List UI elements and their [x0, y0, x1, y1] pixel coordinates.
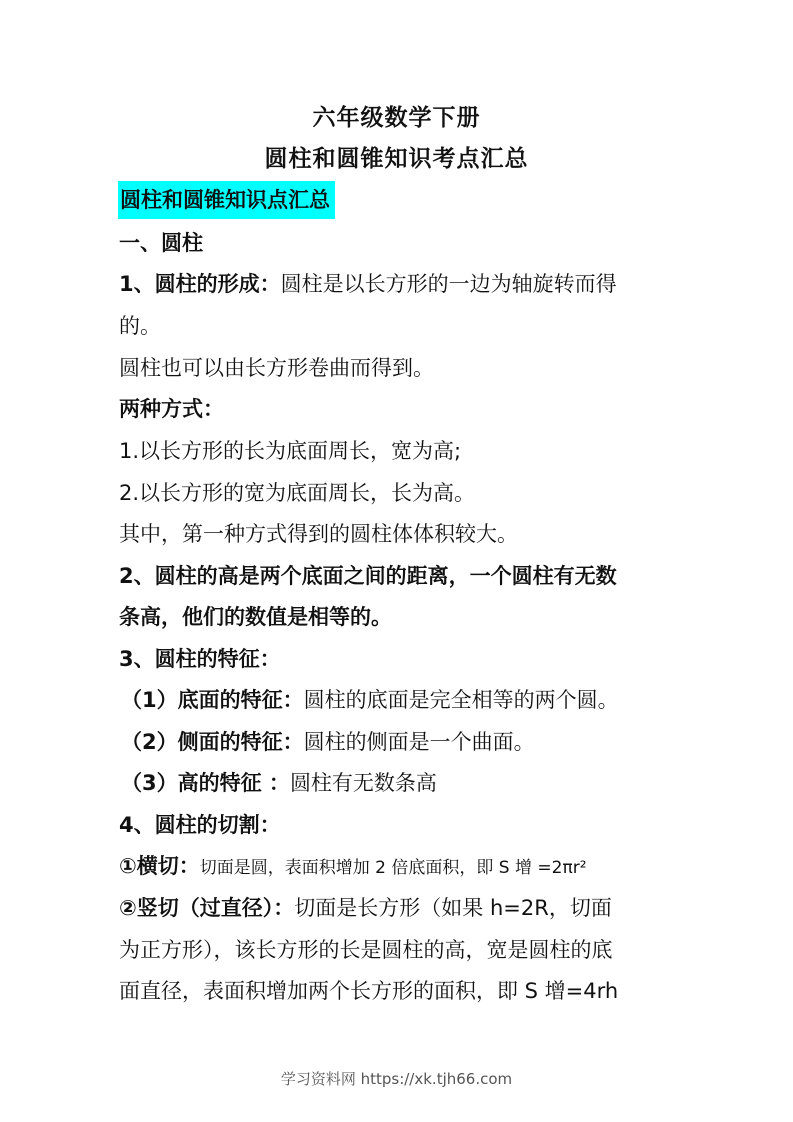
item-formation	[119, 269, 679, 299]
way-2: 2.以长方形的宽为底面周长，长为高。	[119, 481, 476, 505]
cut-vertical-line2: 为正方形），该长方形的长是圆柱的高，宽是圆柱的底	[119, 938, 613, 962]
cut-vertical	[119, 893, 679, 923]
item-formation-text: 圆柱是以长方形的一边为轴旋转而得	[280, 272, 617, 296]
cut-vertical-line3: 面直径，表面积增加两个长方形的面积，即 S 增=4rh	[119, 979, 619, 1003]
feature-side	[121, 727, 681, 757]
cut-horizontal-label: ①横切：	[119, 854, 200, 878]
feature-height-label: （3）高的特征 ：	[121, 771, 290, 795]
cut-vertical-label: ②竖切（过直径）：	[119, 896, 295, 920]
item-formation-continued: 的。	[119, 314, 161, 338]
document-title: 六年级数学下册	[312, 105, 481, 131]
footer-source: 学习资料网 https://xk.tjh66.com	[280, 1070, 513, 1088]
feature-base-label: （1）底面的特征：	[121, 688, 304, 712]
cut-horizontal	[119, 851, 679, 883]
section-heading-cylinder: 一、圆柱	[119, 231, 203, 255]
item-formation-label: 1、圆柱的形成：	[119, 272, 281, 296]
item-height-line2: 条高，他们的数值是相等的。	[119, 605, 392, 629]
cut-horizontal-text: 切面是圆，表面积增加 2 倍底面积，即 S 增 =2πr²	[199, 858, 587, 878]
two-ways-label: 两种方式：	[119, 397, 224, 421]
comparison-note: 其中，第一种方式得到的圆柱体体积较大。	[119, 522, 518, 546]
document-subtitle: 圆柱和圆锥知识考点汇总	[264, 146, 529, 172]
paragraph-roll: 圆柱也可以由长方形卷曲而得到。	[119, 356, 434, 380]
feature-height	[121, 768, 681, 798]
feature-side-text: 圆柱的侧面是一个曲面。	[303, 730, 535, 754]
item-cutting-label: 4、圆柱的切割：	[119, 813, 281, 837]
feature-side-label: （2）侧面的特征：	[121, 730, 304, 754]
way-1: 1.以长方形的长为底面周长，宽为高;	[119, 439, 462, 463]
feature-base	[121, 685, 681, 715]
feature-base-text: 圆柱的底面是完全相等的两个圆。	[303, 688, 619, 712]
item-height-line1: 2、圆柱的高是两个底面之间的距离，一个圆柱有无数	[119, 564, 617, 588]
highlighted-heading: 圆柱和圆锥知识点汇总	[118, 181, 335, 219]
item-features-label: 3、圆柱的特征：	[119, 647, 281, 671]
feature-height-text: 圆柱有无数条高	[289, 771, 437, 795]
cut-vertical-text: 切面是长方形（如果 h=2R，切面	[294, 896, 612, 920]
